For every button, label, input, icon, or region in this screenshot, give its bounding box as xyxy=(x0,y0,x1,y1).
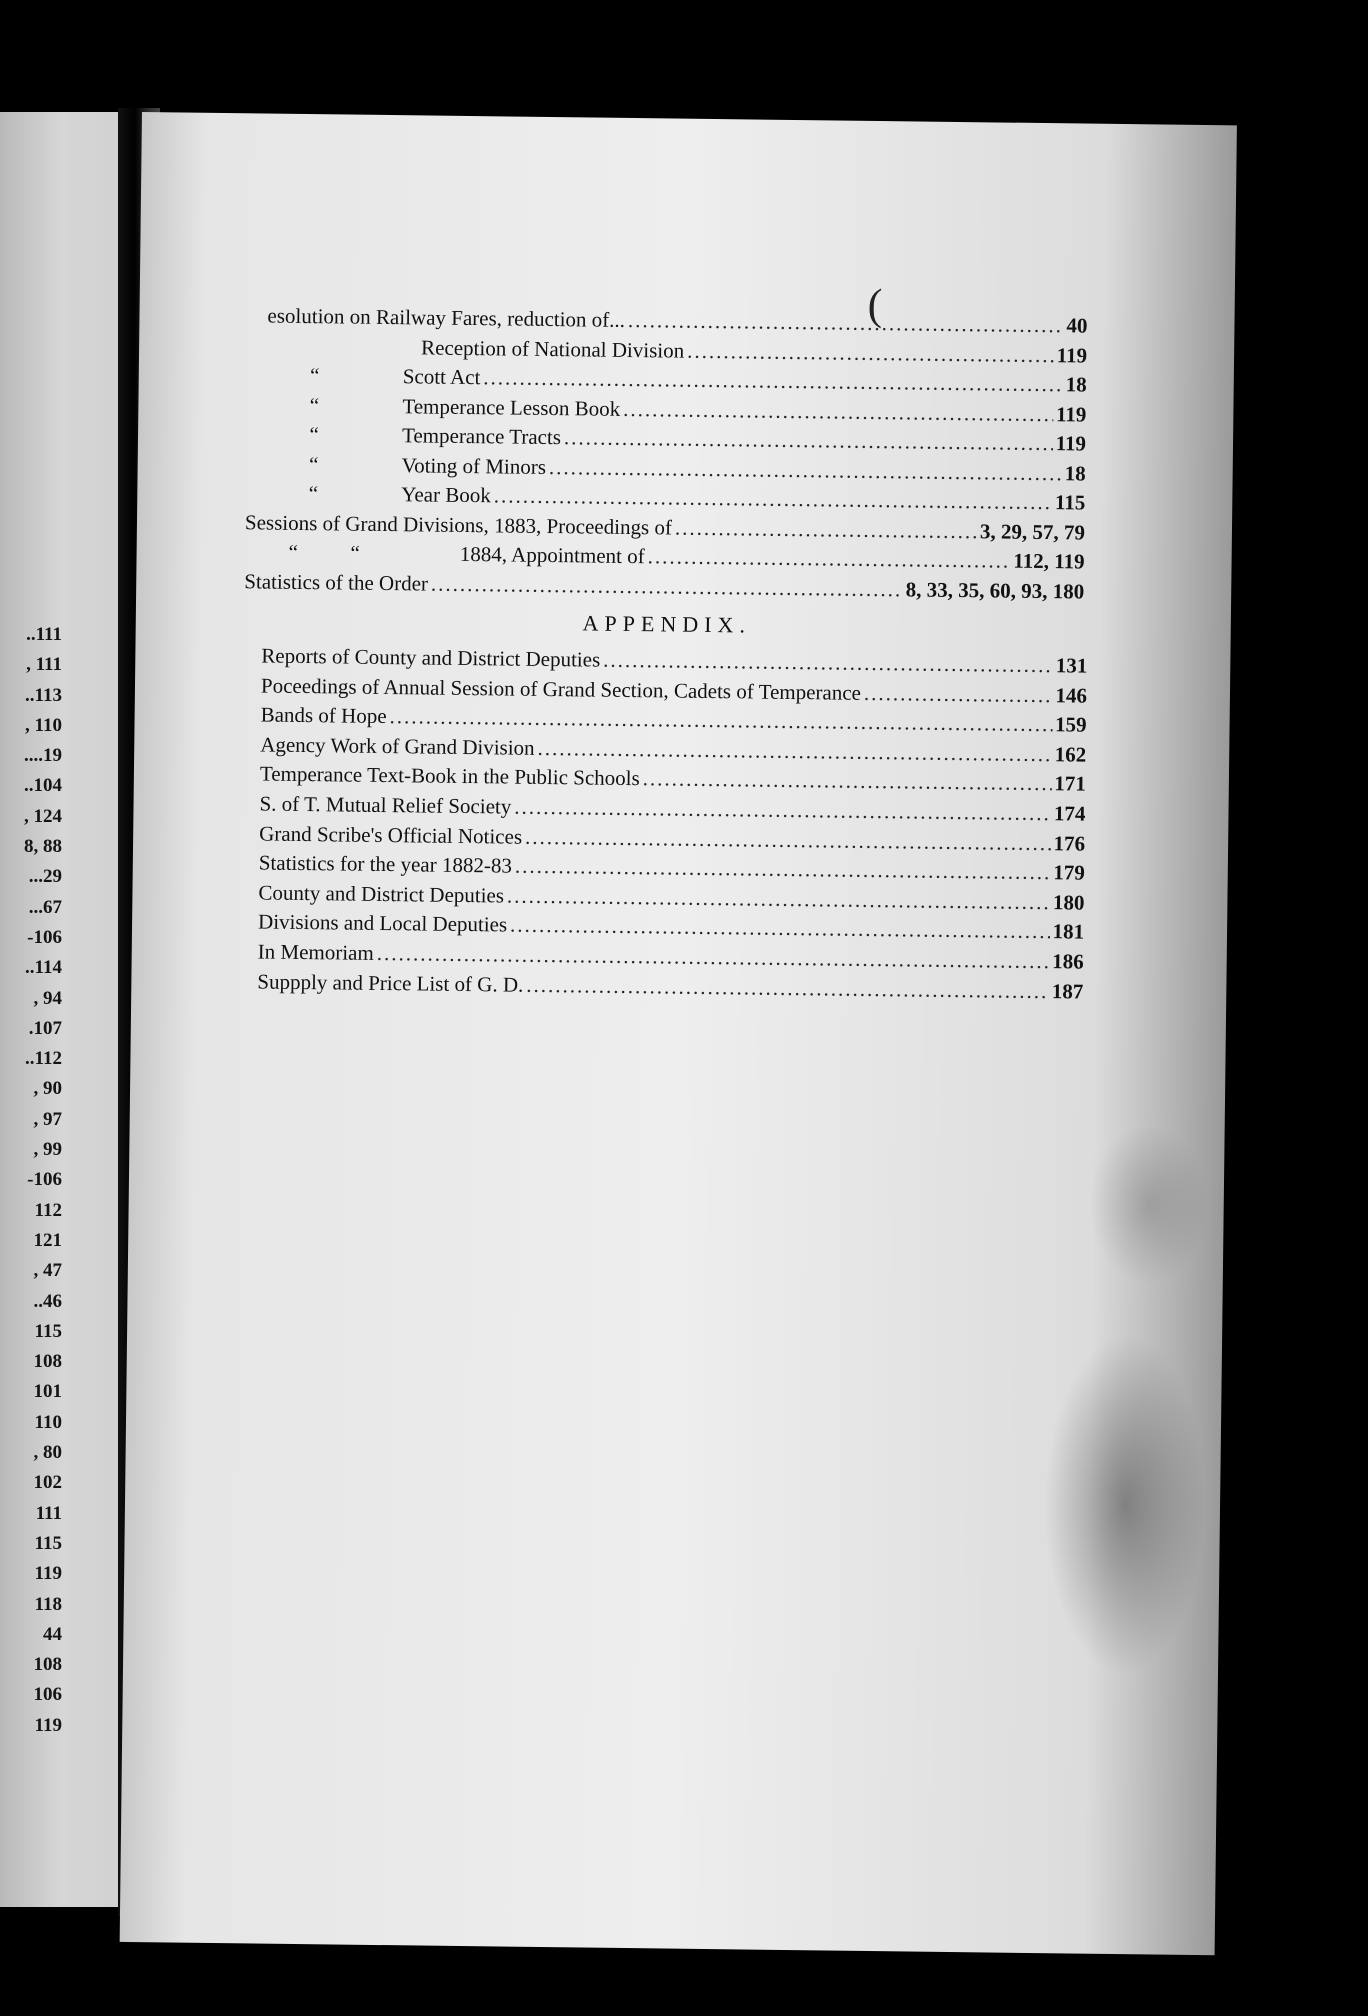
left-page-number: ..104 xyxy=(24,775,62,797)
ditto-mark: “ “ xyxy=(288,539,360,565)
pen-mark: ( xyxy=(867,279,883,330)
left-page-number: 111 xyxy=(35,1502,62,1524)
left-page-number: , 97 xyxy=(33,1108,62,1130)
left-page-number: , 80 xyxy=(33,1442,62,1464)
entry-label: Scott Act xyxy=(402,364,481,390)
left-page-number: , 110 xyxy=(25,714,62,736)
entry-label: Bands of Hope xyxy=(260,702,387,729)
entry-page: 112, 119 xyxy=(1013,548,1085,574)
ditto-mark: “ xyxy=(309,392,320,417)
entry-label: Suppply and Price List of G. D. xyxy=(257,969,524,997)
left-page-number-column xyxy=(0,620,62,1741)
leader-dots xyxy=(687,336,1054,370)
index-entries xyxy=(244,302,1088,607)
indent xyxy=(267,352,421,354)
entry-page: 40 xyxy=(1066,313,1088,338)
left-page-number: -106 xyxy=(27,1169,62,1191)
entry-label: 1884, Appointment of xyxy=(459,541,645,569)
left-page-number: , 94 xyxy=(33,987,62,1009)
entry-page: 162 xyxy=(1054,741,1087,767)
left-page-number: 101 xyxy=(33,1381,62,1403)
left-page-number: ...67 xyxy=(28,896,62,918)
entry-label: Reports of County and District Deputies xyxy=(261,643,601,672)
entry-page: 179 xyxy=(1053,860,1085,885)
leader-dots xyxy=(431,569,903,604)
appendix-section xyxy=(257,610,1088,1006)
appendix-entries xyxy=(257,641,1087,1006)
left-page-number: ..114 xyxy=(25,957,62,979)
left-page-number: , 124 xyxy=(24,805,62,827)
entry-page: 119 xyxy=(1056,342,1088,368)
entry-page: 187 xyxy=(1051,978,1084,1004)
entry-page: 119 xyxy=(1055,431,1087,456)
left-page-number: 106 xyxy=(33,1684,62,1706)
leader-dots xyxy=(647,542,1010,576)
entry-label: Divisions and Local Deputies xyxy=(257,909,508,937)
entry-label: Grand Scribe's Official Notices xyxy=(259,821,523,849)
entry-page: 131 xyxy=(1055,653,1088,678)
left-page-number: , 47 xyxy=(33,1260,62,1282)
leader-dots xyxy=(864,678,1053,710)
entry-label: Year Book xyxy=(401,482,491,508)
entry-page: 119 xyxy=(1055,401,1087,427)
entry-page: 146 xyxy=(1055,682,1088,708)
appendix-heading: APPENDIX. xyxy=(582,610,752,638)
entry-label: Agency Work of Grand Division xyxy=(260,732,535,760)
leader-dots xyxy=(526,970,1049,1006)
left-page-number: .107 xyxy=(28,1017,62,1039)
entry-page: 176 xyxy=(1053,830,1086,856)
index-page xyxy=(120,112,1237,1955)
left-page-number: , 111 xyxy=(26,654,62,676)
entry-label: In Memoriam xyxy=(257,939,374,965)
left-page-number: ..46 xyxy=(33,1290,62,1312)
left-page-number: 112 xyxy=(34,1199,62,1221)
entry-page: 18 xyxy=(1065,372,1087,397)
left-page-number: 108 xyxy=(33,1351,62,1373)
indent xyxy=(360,560,460,561)
left-page-number: ..111 xyxy=(26,624,62,645)
entry-label: Temperance Tracts xyxy=(401,423,562,450)
left-page-number: ...29 xyxy=(28,866,62,888)
left-page-number: ..113 xyxy=(25,684,62,706)
entry-page: 181 xyxy=(1052,919,1085,944)
entry-label: Statistics of the Order xyxy=(244,568,429,596)
left-page-number: ....19 xyxy=(24,745,62,767)
entry-label: esolution on Railway Fares, reduction of... xyxy=(267,303,626,332)
left-page-number: 118 xyxy=(34,1593,62,1615)
ditto-mark: “ xyxy=(308,481,319,506)
left-page-number: 115 xyxy=(34,1532,62,1554)
entry-page: 18 xyxy=(1064,460,1086,486)
entry-label: Temperance Text-Book in the Public Schools xyxy=(259,761,640,791)
left-page-number: 108 xyxy=(33,1654,62,1676)
ditto-mark: “ xyxy=(308,451,319,476)
entry-label: Voting of Minors xyxy=(401,452,547,479)
entry-label: County and District Deputies xyxy=(258,880,505,908)
entry-label: Statistics for the year 1882-83 xyxy=(258,850,513,878)
entry-page: 180 xyxy=(1052,889,1085,915)
left-page-number: 119 xyxy=(34,1714,62,1736)
entry-page: 174 xyxy=(1053,801,1086,826)
left-page-number: , 90 xyxy=(33,1078,62,1100)
entry-page: 8, 33, 35, 60, 93, 180 xyxy=(905,576,1085,604)
left-page-number: -106 xyxy=(27,926,62,948)
entry-label: Sessions of Grand Divisions, 1883, Proceedings of xyxy=(244,509,673,540)
entry-label: Poceedings of Annual Session of Grand Section, Cadets of Temperance xyxy=(260,673,862,705)
left-page-number: 44 xyxy=(43,1623,62,1645)
entry-label: S. of T. Mutual Relief Society xyxy=(259,791,512,819)
entry-page: 115 xyxy=(1054,490,1086,515)
left-page-number: 110 xyxy=(34,1411,62,1433)
ditto-mark: “ xyxy=(309,363,320,388)
left-page-number: , 99 xyxy=(33,1139,62,1161)
entry-label: Temperance Lesson Book xyxy=(402,393,621,421)
leader-dots xyxy=(675,513,977,546)
left-page-number: ..112 xyxy=(25,1048,62,1070)
ditto-mark: “ xyxy=(309,422,319,447)
entry-page: 171 xyxy=(1054,771,1087,796)
entry-page: 159 xyxy=(1054,712,1087,737)
entry-page: 3, 29, 57, 79 xyxy=(979,518,1086,545)
left-page-number: 121 xyxy=(33,1229,62,1251)
left-page-number: 115 xyxy=(34,1320,62,1342)
left-page-number: 119 xyxy=(34,1563,62,1585)
entry-page: 186 xyxy=(1052,949,1084,974)
left-page-number: 8, 88 xyxy=(24,836,62,858)
left-page-number: 102 xyxy=(33,1472,62,1494)
entry-label: Reception of National Division xyxy=(421,334,685,363)
